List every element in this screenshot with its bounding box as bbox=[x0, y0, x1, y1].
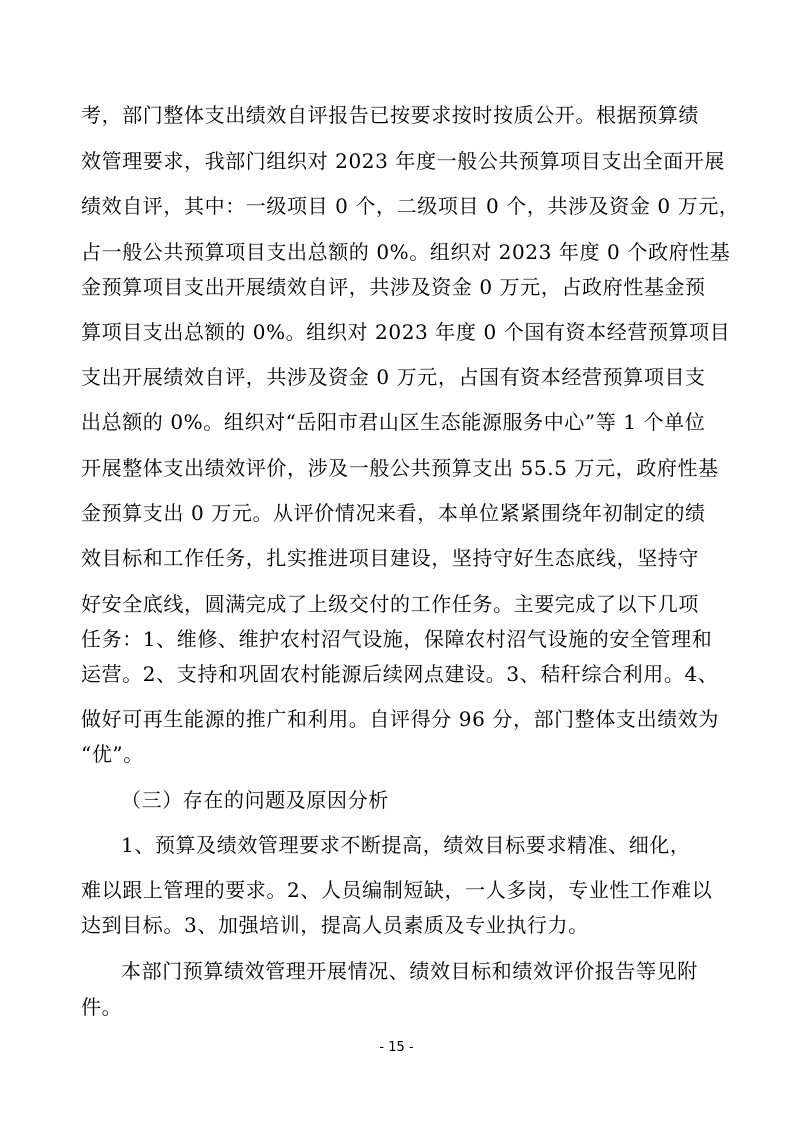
body-text-line: 算项目支出总额的 0%。组织对 2023 年度 0 个国有资本经营预算项目 bbox=[81, 320, 731, 344]
body-text-line: 运营。2、支持和巩固农村能源后续网点建设。3、秸秆综合利用。4、 bbox=[81, 662, 719, 686]
body-text-line: 开展整体支出绩效评价，涉及一般公共预算支出 55.5 万元，政府性基 bbox=[81, 456, 719, 480]
body-text-line: 支出开展绩效自评，共涉及资金 0 万元，占国有资本经营预算项目支 bbox=[81, 365, 706, 389]
body-text-line: 金预算项目支出开展绩效自评，共涉及资金 0 万元，占政府性基金预 bbox=[81, 275, 706, 299]
body-text-line: 件。 bbox=[81, 995, 123, 1019]
body-text-line: 做好可再生能源的推广和利用。自评得分 96 分，部门整体支出绩效为 bbox=[81, 707, 719, 731]
section-heading: （三）存在的问题及原因分析 bbox=[121, 788, 389, 812]
body-text-line: 占一般公共预算项目支出总额的 0%。组织对 2023 年度 0 个政府性基 bbox=[81, 240, 731, 264]
body-text-line: 绩效自评，其中：一级项目 0 个，二级项目 0 个，共涉及资金 0 万元， bbox=[81, 194, 740, 218]
body-text-line: 效管理要求，我部门组织对 2023 年度一般公共预算项目支出全面开展 bbox=[81, 149, 726, 173]
body-text-line: 本部门预算绩效管理开展情况、绩效目标和绩效评价报告等见附 bbox=[121, 959, 698, 983]
body-text-line: 难以跟上管理的要求。2、人员编制短缺，一人多岗，专业性工作难以 bbox=[81, 878, 713, 902]
body-text-line: 任务：1、维修、维护农村沼气设施，保障农村沼气设施的安全管理和 bbox=[81, 627, 713, 651]
page-number: - 15 - bbox=[379, 1040, 414, 1055]
body-text-line: 出总额的 0%。组织对“岳阳市君山区生态能源服务中心”等 1 个单位 bbox=[81, 410, 706, 434]
body-text-line: 达到目标。3、加强培训，提高人员素质及专业执行力。 bbox=[81, 913, 589, 937]
body-text-line: 金预算支出 0 万元。从评价情况来看，本单位紧紧围绕年初制定的绩 bbox=[81, 501, 706, 525]
body-text-line: 效目标和工作任务，扎实推进项目建设，坚持守好生态底线，坚持守 bbox=[81, 546, 699, 570]
body-text-line: 1、预算及绩效管理要求不断提高，绩效目标要求精准、细化， bbox=[121, 833, 691, 857]
body-text-line: 好安全底线，圆满完成了上级交付的工作任务。主要完成了以下几项 bbox=[81, 592, 699, 616]
body-text-line: 考，部门整体支出绩效自评报告已按要求按时按质公开。根据预算绩 bbox=[81, 103, 699, 127]
body-text-line: “优”。 bbox=[81, 742, 144, 766]
